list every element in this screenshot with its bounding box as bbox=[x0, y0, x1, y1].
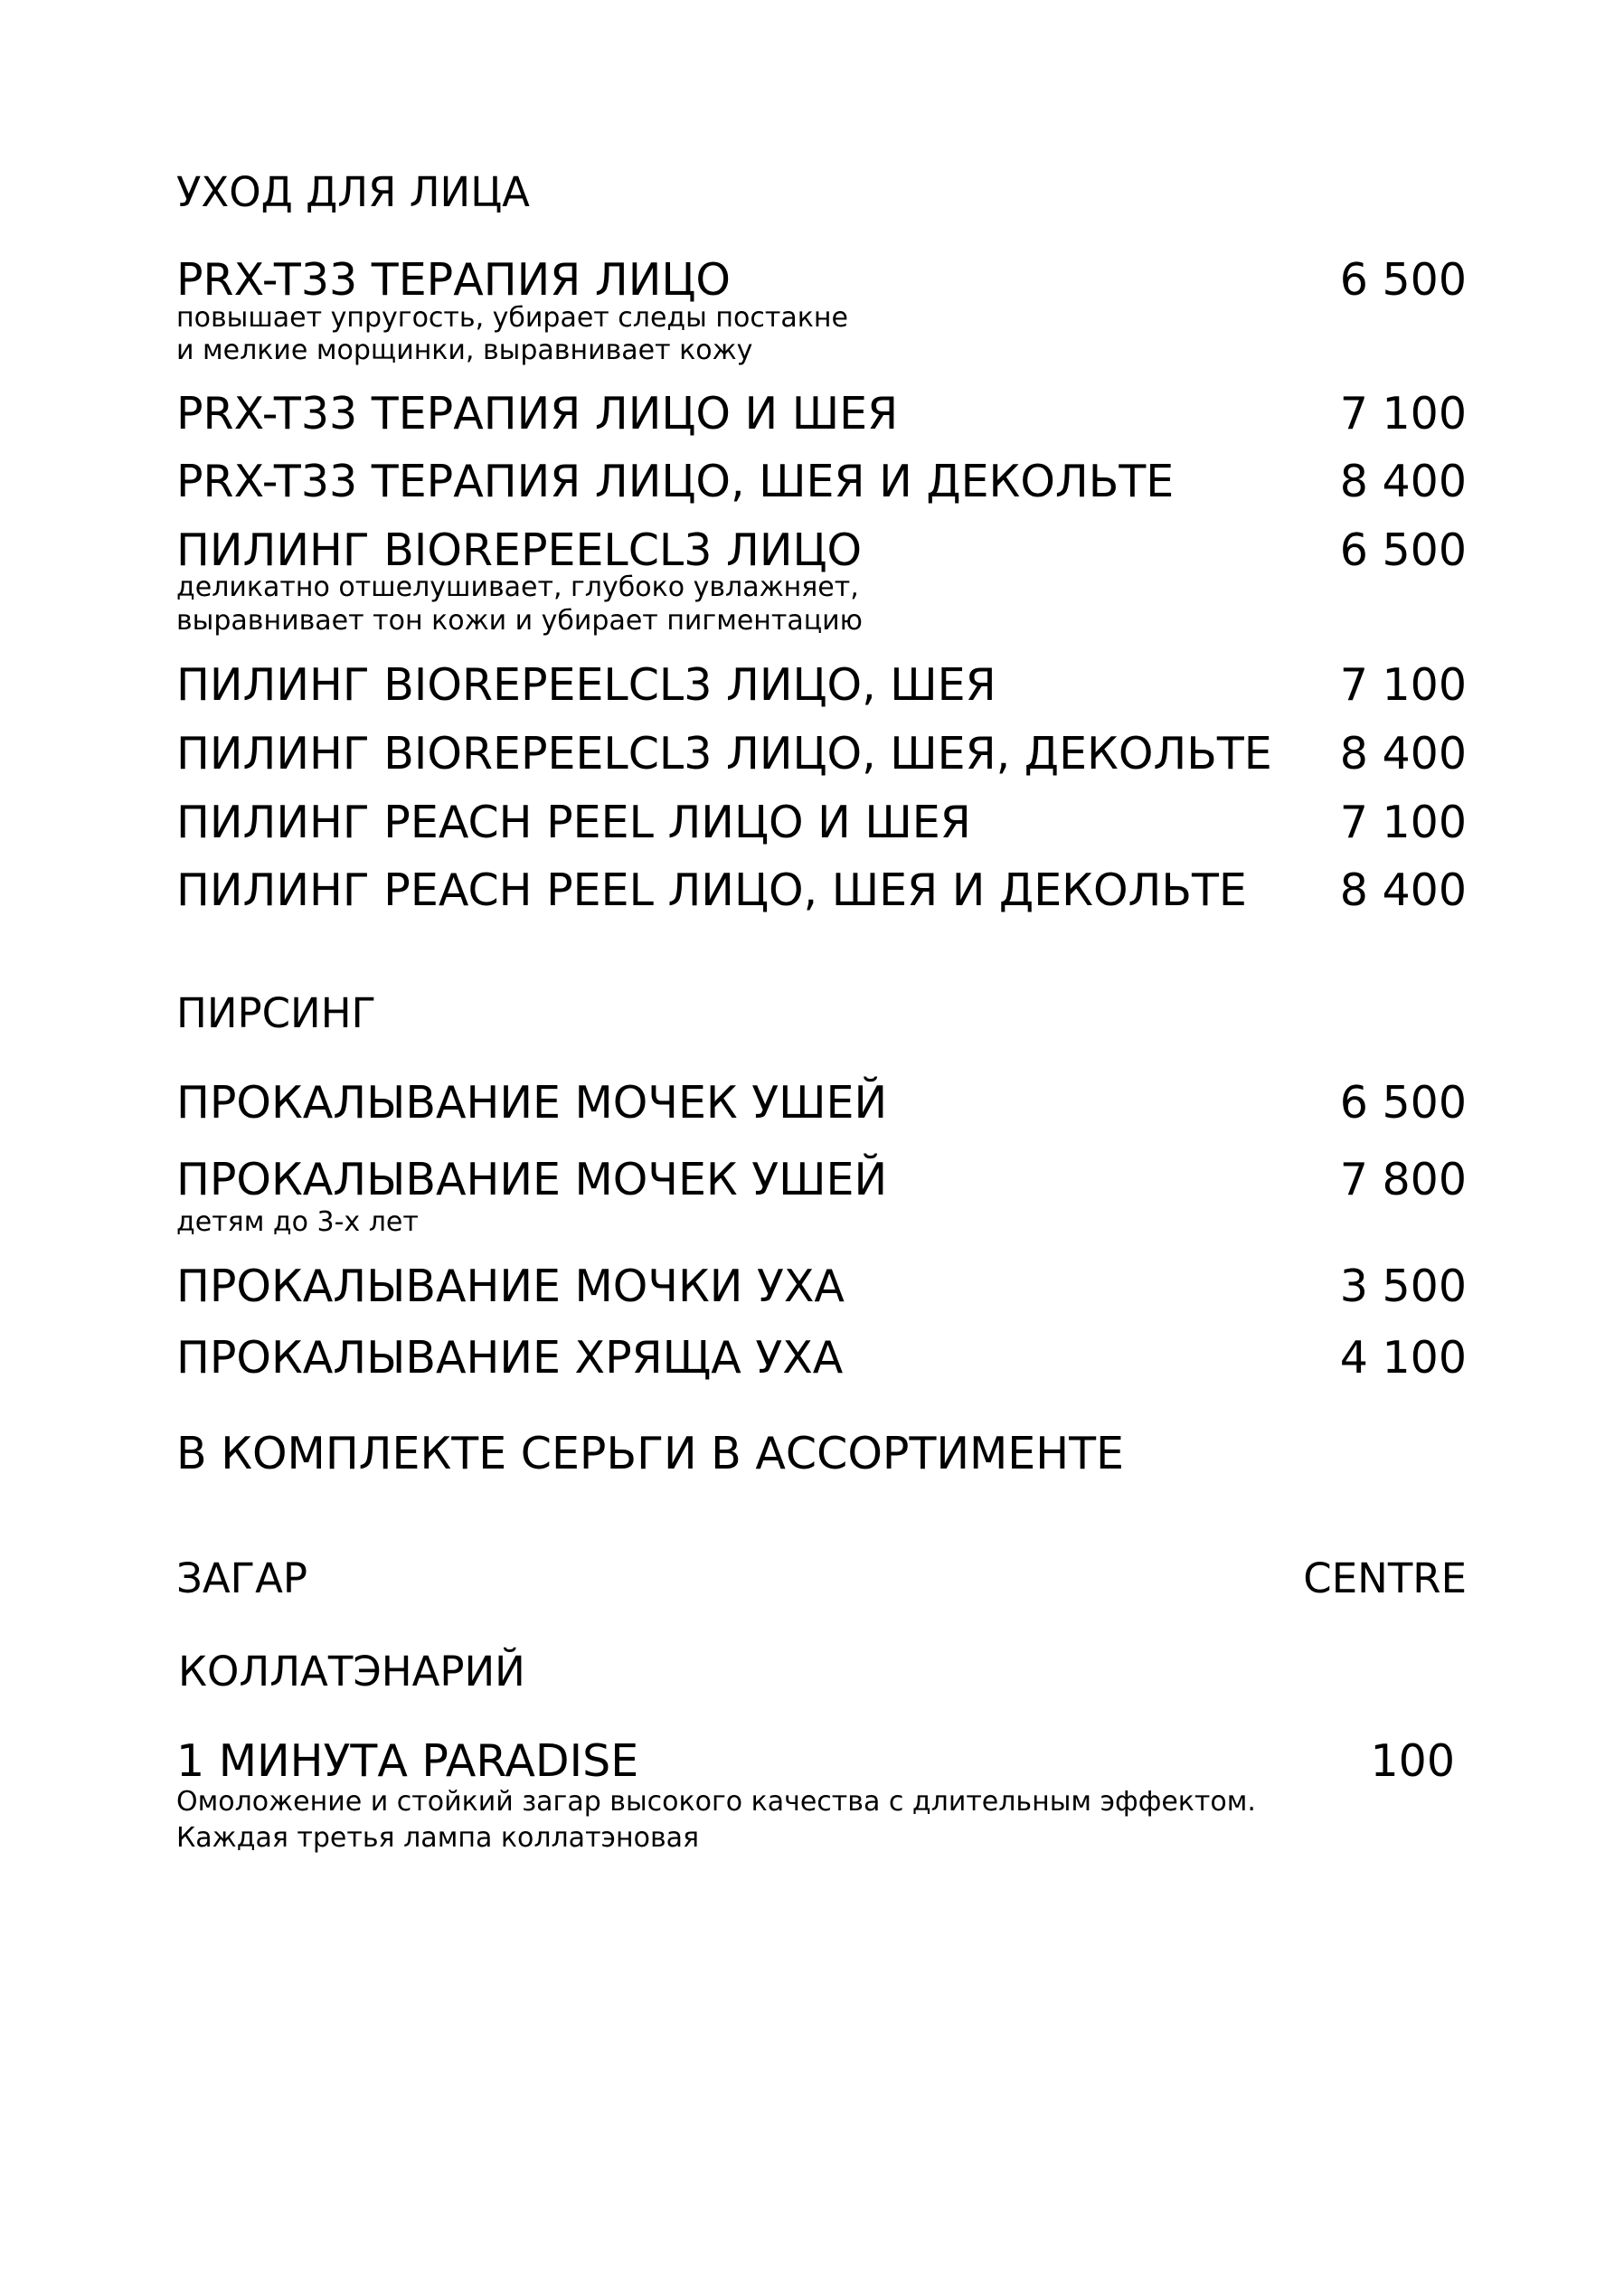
service-price: 8 400 bbox=[1339, 456, 1467, 507]
service-name: ПРОКАЛЫВАНИЕ МОЧКИ УХА bbox=[176, 1261, 845, 1312]
service-price: 4 100 bbox=[1339, 1332, 1467, 1384]
piercing-note: В КОМПЛЕКТЕ СЕРЬГИ В АССОРТИМЕНТЕ bbox=[176, 1428, 1124, 1479]
service-price: 7 100 bbox=[1339, 659, 1467, 711]
section-heading-face: УХОД ДЛЯ ЛИЦА bbox=[176, 168, 530, 216]
service-price: 3 500 bbox=[1339, 1261, 1467, 1312]
service-price: 6 500 bbox=[1339, 254, 1467, 306]
service-description: выравнивает тон кожи и убирает пигментацию bbox=[176, 605, 863, 637]
service-price: 7 100 bbox=[1339, 388, 1467, 439]
service-name: ПИЛИНГ PEACH PEEL ЛИЦО И ШЕЯ bbox=[176, 797, 971, 848]
service-name: ПИЛИНГ BIOREPEELCL3 ЛИЦО, ШЕЯ, ДЕКОЛЬТЕ bbox=[176, 728, 1272, 779]
section-heading-tan: ЗАГАР bbox=[176, 1554, 307, 1602]
service-price: 8 400 bbox=[1339, 864, 1467, 916]
section-heading-piercing: ПИРСИНГ bbox=[176, 989, 377, 1037]
service-name: ПИЛИНГ PEACH PEEL ЛИЦО, ШЕЯ И ДЕКОЛЬТЕ bbox=[176, 864, 1247, 916]
service-price: 6 500 bbox=[1339, 1077, 1467, 1129]
service-price: 8 400 bbox=[1339, 728, 1467, 779]
service-name: ПИЛИНГ BIOREPEELCL3 ЛИЦО bbox=[176, 524, 863, 576]
service-description: Омоложение и стойкий загар высокого качества с длительным эффектом. bbox=[176, 1786, 1256, 1818]
service-name: ПРОКАЛЫВАНИЕ ХРЯЩА УХА bbox=[176, 1332, 844, 1384]
service-description: повышает упругость, убирает следы постакне bbox=[176, 302, 848, 334]
service-name: PRX-T33 ТЕРАПИЯ ЛИЦО bbox=[176, 254, 731, 306]
service-price: 100 bbox=[1370, 1735, 1455, 1787]
service-name: 1 МИНУТА PARADISE bbox=[176, 1735, 639, 1787]
service-price: 7 100 bbox=[1339, 797, 1467, 848]
service-description: и мелкие морщинки, выравнивает кожу bbox=[176, 335, 753, 366]
subsection-heading: КОЛЛАТЭНАРИЙ bbox=[178, 1648, 525, 1696]
location-label: CENTRE bbox=[1303, 1554, 1467, 1602]
service-price: 6 500 bbox=[1339, 524, 1467, 576]
service-name: ПРОКАЛЫВАНИЕ МОЧЕК УШЕЙ bbox=[176, 1154, 888, 1205]
service-name: ПРОКАЛЫВАНИЕ МОЧЕК УШЕЙ bbox=[176, 1077, 888, 1129]
service-name: PRX-T33 ТЕРАПИЯ ЛИЦО, ШЕЯ И ДЕКОЛЬТЕ bbox=[176, 456, 1175, 507]
service-name: ПИЛИНГ BIOREPEELCL3 ЛИЦО, ШЕЯ bbox=[176, 659, 996, 711]
service-description: деликатно отшелушивает, глубоко увлажняет, bbox=[176, 572, 859, 603]
service-description: детям до 3-х лет bbox=[176, 1206, 419, 1238]
service-name: PRX-T33 ТЕРАПИЯ ЛИЦО И ШЕЯ bbox=[176, 388, 899, 439]
service-description: Каждая третья лампа коллатэновая bbox=[176, 1822, 700, 1854]
service-price: 7 800 bbox=[1339, 1154, 1467, 1205]
